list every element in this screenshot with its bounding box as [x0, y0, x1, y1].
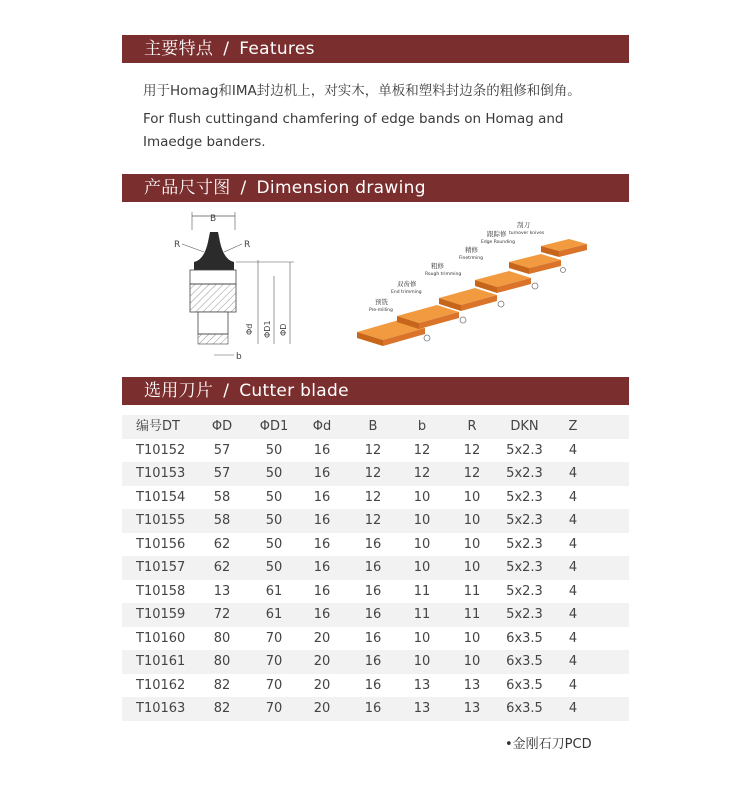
table-cell: T10162 [136, 677, 186, 693]
table-cell: 11 [463, 583, 481, 599]
cutter-table [122, 415, 629, 721]
dimension-title-en: Dimension drawing [256, 178, 426, 198]
process-label-cn-1: 刮刀 [517, 221, 530, 229]
table-cell: T10154 [136, 489, 186, 505]
table-cell: 50 [265, 442, 283, 458]
table-row [122, 486, 629, 510]
table-cell: 57 [213, 466, 231, 481]
table-cell: 5x2.3 [506, 489, 543, 505]
table-cell: 16 [364, 536, 382, 552]
table-cell: 16 [364, 560, 382, 575]
table-cell: 12 [364, 466, 382, 481]
features-header [122, 35, 629, 63]
table-cell: 62 [213, 560, 231, 575]
table-cell: 16 [364, 583, 382, 599]
table-cell: 61 [265, 583, 283, 599]
table-cell: T10160 [136, 630, 186, 646]
table-cell: 12 [364, 489, 382, 505]
table-cell: 50 [265, 513, 283, 528]
table-cell: T10156 [136, 536, 186, 552]
table-cell: 20 [313, 630, 331, 646]
features-title-cn: 主要特点 [144, 39, 214, 59]
header-dt: 编号DT [136, 419, 180, 434]
features-title-sep: / [223, 39, 230, 59]
process-label-cn-3: 精修 [465, 246, 478, 254]
label-b-bottom: b [236, 352, 242, 362]
plank-scraper [541, 239, 587, 257]
dimension-title-cn: 产品尺寸图 [144, 178, 231, 198]
table-cell: 50 [265, 536, 283, 552]
table-cell: 4 [568, 607, 578, 622]
table-cell: 58 [213, 513, 231, 528]
label-r-right: R [244, 240, 251, 250]
table-cell: 5x2.3 [506, 442, 543, 458]
plank-rough-trimming [439, 288, 497, 311]
table-row [122, 462, 629, 486]
table-row [122, 603, 629, 627]
table-cell: 4 [568, 654, 578, 669]
table-cell: 10 [463, 654, 481, 669]
table-cell: 61 [265, 607, 283, 622]
table-cell: 80 [213, 630, 231, 646]
table-cell: 72 [213, 607, 231, 622]
features-text-en: For flush cuttingand chamfering of edge bands on Homag and Imaedge banders. [143, 111, 564, 150]
table-row [122, 509, 629, 533]
table-cell: T10158 [136, 583, 186, 599]
table-row [122, 580, 629, 604]
table-cell: 10 [413, 560, 431, 575]
table-cell: 58 [213, 489, 231, 505]
table-cell: 16 [313, 583, 331, 599]
plank-fine-trimming [475, 271, 531, 293]
table-cell: 5x2.3 [506, 560, 543, 575]
cutter-title-en: Cutter blade [239, 381, 349, 401]
table-cell: 16 [313, 607, 331, 622]
table-cell: 5x2.3 [506, 513, 543, 528]
table-cell: 82 [213, 701, 231, 716]
table-cell: 6x3.5 [506, 677, 543, 693]
table-cell: 70 [265, 630, 283, 646]
table-cell: 4 [568, 630, 578, 646]
table-cell: 5x2.3 [506, 466, 543, 481]
table-cell: 10 [463, 560, 481, 575]
table-cell: 11 [413, 583, 431, 599]
tool-icon [561, 268, 566, 273]
table-row [122, 439, 629, 463]
header-b-big: B [368, 419, 378, 434]
label-phi-d1: ΦD1 [263, 320, 272, 338]
table-row [122, 674, 629, 698]
process-label-en-2: Edge Rounding [481, 240, 515, 245]
table-cell: 70 [265, 654, 283, 669]
process-label-en-3: Finetrming [459, 256, 484, 261]
table-header-row [122, 415, 629, 439]
table-cell: 13 [413, 677, 431, 693]
table-cell: 12 [413, 442, 431, 458]
table-cell: 70 [265, 677, 283, 693]
table-cell: 70 [265, 701, 283, 716]
table-row [122, 650, 629, 674]
table-cell: 20 [313, 701, 331, 716]
table-cell: 4 [568, 536, 578, 552]
table-cell: 6x3.5 [506, 630, 543, 646]
table-cell: 16 [313, 466, 331, 481]
table-cell: 4 [568, 583, 578, 599]
table-cell: 20 [313, 654, 331, 669]
table-cell: 10 [463, 536, 481, 552]
label-r-left: R [174, 240, 181, 250]
tool-icon [460, 317, 466, 323]
table-cell: 62 [213, 536, 231, 552]
process-label-en-1: turnover knives [509, 231, 545, 236]
table-cell: 13 [413, 701, 431, 716]
cutter-profile-svg [170, 210, 305, 365]
table-cell: 12 [364, 442, 382, 458]
table-cell: T10153 [136, 466, 186, 481]
table-cell: 10 [413, 489, 431, 505]
table-cell: 5x2.3 [506, 536, 543, 552]
table-cell: 13 [213, 583, 231, 599]
table-cell: 6x3.5 [506, 654, 543, 669]
table-cell: 4 [568, 677, 578, 693]
features-text-cn: 用于Homag和IMA封边机上，对实木，单板和塑料封边条的粗修和倒角。 [143, 83, 581, 99]
header-dkn: DKN [510, 419, 539, 434]
label-b-top: B [210, 214, 217, 224]
table-cell: 16 [313, 489, 331, 505]
header-z: Z [568, 419, 578, 434]
table-cell: 4 [568, 701, 578, 716]
table-cell: 50 [265, 466, 283, 481]
process-label-cn-2: 跟踪修 [487, 230, 507, 238]
table-cell: T10159 [136, 607, 186, 622]
tool-icon [498, 301, 504, 307]
table-cell: 5x2.3 [506, 607, 543, 622]
table-cell: 16 [364, 607, 382, 622]
header-phi-d1: ΦD1 [259, 419, 289, 434]
header-phi-big-d: ΦD [211, 419, 233, 434]
table-cell: 16 [364, 677, 382, 693]
footnote: •金刚石刀PCD [505, 737, 592, 752]
label-phi-d: Φd [245, 323, 254, 335]
table-cell: 10 [413, 536, 431, 552]
table-row [122, 533, 629, 557]
process-diagram-svg [355, 220, 595, 355]
table-cell: T10157 [136, 560, 186, 575]
process-label-cn-6: 预铣 [375, 298, 388, 306]
table-cell: 4 [568, 442, 578, 458]
table-cell: 16 [364, 630, 382, 646]
table-cell: 20 [313, 677, 331, 693]
table-cell: 4 [568, 466, 578, 481]
table-cell: 4 [568, 489, 578, 505]
cutter-header [122, 377, 629, 405]
table-cell: 10 [463, 489, 481, 505]
cutter-title-cn: 选用刀片 [144, 381, 214, 401]
table-cell: 4 [568, 560, 578, 575]
table-cell: 10 [463, 513, 481, 528]
table-cell: 11 [413, 607, 431, 622]
table-cell: 12 [413, 466, 431, 481]
table-cell: 13 [463, 701, 481, 716]
header-b: b [417, 419, 427, 434]
cutter-title-sep: / [223, 381, 230, 401]
table-cell: 11 [463, 607, 481, 622]
table-cell: 6x3.5 [506, 701, 543, 716]
table-cell: 10 [413, 513, 431, 528]
table-cell: 16 [313, 513, 331, 528]
process-label-en-5: End trimming [391, 290, 422, 295]
table-cell: T10161 [136, 654, 186, 669]
plank-edge-rounding [509, 254, 561, 274]
table-cell: 10 [413, 630, 431, 646]
dimension-title-sep: / [240, 178, 247, 198]
dimension-header [122, 174, 629, 202]
table-cell: T10155 [136, 513, 186, 528]
label-phi-big-d: ΦD [279, 323, 288, 336]
process-label-cn-5: 双齿修 [397, 280, 417, 288]
tool-icon [424, 335, 430, 341]
table-cell: 80 [213, 654, 231, 669]
header-r: R [467, 419, 477, 434]
process-label-en-4: Rough trimming [425, 272, 462, 277]
table-row [122, 627, 629, 651]
table-cell: 16 [313, 442, 331, 458]
table-cell: 4 [568, 513, 578, 528]
table-row [122, 697, 629, 721]
table-cell: 12 [364, 513, 382, 528]
cutter-dimension-drawing [170, 210, 305, 365]
process-label-en-6: Pre-milling [369, 308, 393, 313]
table-cell: 16 [364, 654, 382, 669]
process-label-cn-4: 粗修 [431, 262, 444, 270]
table-cell: 12 [463, 466, 481, 481]
table-cell: T10163 [136, 701, 186, 716]
table-body [122, 439, 629, 721]
table-cell: 12 [463, 442, 481, 458]
table-cell: 50 [265, 560, 283, 575]
table-cell: T10152 [136, 442, 186, 458]
table-cell: 16 [313, 560, 331, 575]
table-cell: 10 [413, 654, 431, 669]
table-cell: 16 [313, 536, 331, 552]
features-title-en: Features [239, 39, 315, 59]
table-cell: 10 [463, 630, 481, 646]
table-cell: 50 [265, 489, 283, 505]
table-cell: 57 [213, 442, 231, 458]
table-cell: 82 [213, 677, 231, 693]
table-cell: 13 [463, 677, 481, 693]
table-row [122, 556, 629, 580]
table-cell: 5x2.3 [506, 583, 543, 599]
tool-icon [532, 283, 538, 289]
table-cell: 16 [364, 701, 382, 716]
process-diagram [355, 220, 595, 355]
header-phi-d: Φd [312, 419, 332, 434]
